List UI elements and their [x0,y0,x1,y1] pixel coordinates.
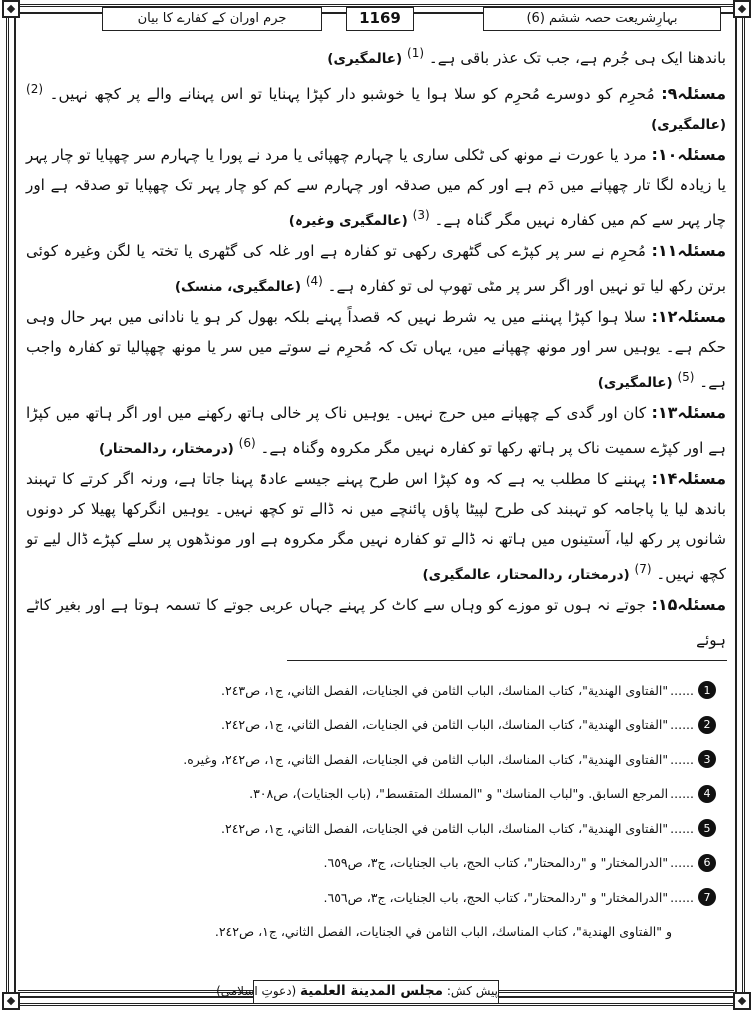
footnote-ref: (4) [305,274,323,289]
corner-ornament [733,0,751,18]
footnote-ref: (5) [677,370,695,385]
footnote [20,708,716,743]
paragraph-text: مرد یا عورت نے مونھ کی ٹکلی ساری یا چہارم چھپائی یا مرد نے پورا یا چہارم سر چھپایا تو چار پہر یا زیادہ لگا تار چھپانے میں دَم ہے اور کم میں صدقہ اور چہارم سے کم کو چار پہر تک چھپایا تو صدقہ ہے اور چار پہر سے کم میں کفارہ نہیں مگر گناہ ہے۔ [25,146,726,230]
footnote-leader: ...... [670,786,694,802]
paragraph-text: پہننے کا مطلب یہ ہے کہ وہ کپڑا اس طرح پہنے جیسے عادۃً پہنا جاتا ہے، ورنہ اگر کرتے کا تہبند باندھ لیا یا پاجامہ کو تہبند کی طرح لپیٹا پاؤں پائنچے میں نہ ڈالے تو کچھ نہیں۔ یوہیں انگرکھا پھیلا کر دونوں شانوں پر رکھ لیا، آستینوں میں ہاتھ نہ ڈالے تو کفارہ نہیں مگر مکروہ ہے اور مونڈھوں پر سلے کپڑے ڈال لیے تو کچھ نہیں۔ [26,470,726,584]
footnote-number-badge: 1 [698,681,716,699]
footnote-ref: (7) [634,562,652,577]
book-title: بہارِشریعت حصہ ششم (6) [483,7,721,31]
publisher-name: مجلس المدينة العلمية [300,983,444,999]
masala-label: مسئلہ۱۱: [651,241,727,261]
paragraph [26,302,726,398]
paragraph [26,38,726,74]
footnote-number-badge: 3 [698,750,716,768]
footnote [20,811,716,846]
publisher-footer [216,980,499,1004]
footnote-ref: (2) [26,82,44,97]
footnote [20,673,716,708]
source-citation: (درمختار، ردالمحتار) [98,441,234,458]
paragraph-text: مُحرِم نے سر پر کپڑے کی گٹھری رکھی تو کفارہ ہے اور غلہ کی گٹھری یا تختہ یا لگن وغیرہ کوئی برتن رکھ لیا تو نہیں اور اگر سر پر مٹی تھوپ لی تو کفارہ ہے۔ [26,242,726,296]
footnote-leader: ...... [670,717,694,733]
masala-label: مسئلہ۹: [661,84,727,104]
source-citation: (عالمگیری) [597,375,673,392]
footnote-text: "الفتاوى الهندية"، كتاب المناسك، الباب الثامن في الجنايات، الفصل الثاني، ج١، ص٢٤٣. [221,682,669,698]
footnote-ref: (1) [407,46,425,60]
footnote-continuation [20,915,716,950]
paragraph [26,464,726,590]
footnote-ref: (6) [238,436,256,451]
chapter-title: جرم اوران کے کفارے کا بیان [102,7,322,31]
footnote-text: "الدرالمختار" و "ردالمحتار"، كتاب الحج، باب الجنايات، ج٣، ص٦٥٩. [323,855,669,871]
footnote-divider [287,660,727,661]
masala-label: مسئلہ۱۰: [651,145,726,165]
footnote-number-badge: 6 [698,854,716,872]
footnotes [20,673,716,949]
footnote-leader: ...... [670,820,694,836]
footer-prefix: پیش کش: [446,984,498,998]
corner-ornament [2,0,20,18]
source-citation: (عالمگیری، منسک) [174,279,301,296]
footnote [20,880,716,915]
paragraph [26,590,726,656]
footnote-text: "الدرالمختار" و "ردالمحتار"، كتاب الحج، باب الجنايات، ج٣، ص٦٥٦. [323,889,669,905]
masala-label: مسئلہ۱۵: [651,595,726,615]
paragraph-text: کان اور گدی کے چھپانے میں حرج نہیں۔ یوہیں ناک پر خالی ہاتھ رکھنے میں اور اگر ہاتھ میں کپڑا ہے اور کپڑے سمیت ناک پر ہاتھ رکھا تو کفارہ نہیں مگر مکروہ وگناہ ہے۔ [26,404,726,458]
masala-label: مسئلہ۱۲: [651,307,727,327]
footnote-text: "الفتاوى الهندية"، كتاب المناسك، الباب الثامن في الجنايات، الفصل الثاني، ج١، ص٢٤٢، وغيره. [183,751,669,767]
footnote-number-badge: 2 [698,716,716,734]
source-citation: (عالمگیری) [651,117,726,134]
source-citation: (درمختار، ردالمحتار، عالمگیری) [422,567,630,584]
paragraph-text: مُحرِم کو دوسرے مُحرِم کو سلا ہوا یا خوشبو دار کپڑا پہنایا تو اس پہنانے والے پر کچھ نہیں۔ [49,85,655,104]
publisher-affiliation: (دعوتِ اسلامی) [216,984,297,998]
footnote-leader: ...... [670,751,694,767]
page-header [32,7,721,33]
corner-ornament [733,992,751,1010]
paragraph [26,398,726,464]
paragraph-text: جوتے نہ ہوں تو موزے کو وہاں سے کاٹ کر پہنے جہاں عربی جوتے کا تسمہ ہوتا ہے اور بغیر کاٹے ہوئے [26,596,726,650]
footnote [20,742,716,777]
footnote [20,777,716,812]
paragraph [26,236,726,302]
page-number: 1169 [346,7,414,31]
footnote-number-badge: 4 [698,785,716,803]
footnote-text: و "الفتاوى الهندية"، كتاب المناسك، الباب الثامن في الجنايات، الفصل الثاني، ج١، ص٢٤٢. [214,924,672,940]
source-citation: (عالمگیری) [327,51,403,68]
paragraph-text: باندھنا ایک ہی جُرم ہے، جب تک عذر باقی ہے۔ [428,49,726,68]
paragraph [26,74,726,140]
source-citation: (عالمگیری وغیرہ) [288,213,408,230]
footnote-leader: ...... [670,682,694,698]
footnote-text: المرجع السابق. و"لباب المناسك" و "المسلك المتقسط"، (باب الجنايات)، ص٣٠٨. [249,786,669,802]
paragraph [26,140,726,236]
masala-label: مسئلہ۱۳: [651,403,727,423]
footnote-number-badge: 7 [698,888,716,906]
footnote-leader: ...... [670,855,694,871]
main-text [26,38,726,657]
corner-ornament [2,992,20,1010]
masala-label: مسئلہ۱۴: [651,469,726,489]
footnote [20,846,716,881]
footnote-text: "الفتاوى الهندية"، كتاب المناسك، الباب الثامن في الجنايات، الفصل الثاني، ج١، ص٢٤٢. [221,820,669,836]
footnote-text: "الفتاوى الهندية"، كتاب المناسك، الباب الثامن في الجنايات، الفصل الثاني، ج١، ص٢٤٢. [221,717,669,733]
footnote-ref: (3) [412,208,430,223]
paragraph-text: سلا ہوا کپڑا پہننے میں یہ شرط نہیں کہ قصداً پہنے بلکہ بھول کر ہو یا نادانی میں بہر حال وہی حکم ہے۔ یوہیں سر اور مونھ چھپانے میں، یہاں تک کہ مُحرِم نے سوتے میں سر یا مونھ چھپالیا تو کفارہ واجب ہے۔ [26,308,726,392]
footnote-number-badge: 5 [698,819,716,837]
footnote-leader: ...... [670,889,694,905]
